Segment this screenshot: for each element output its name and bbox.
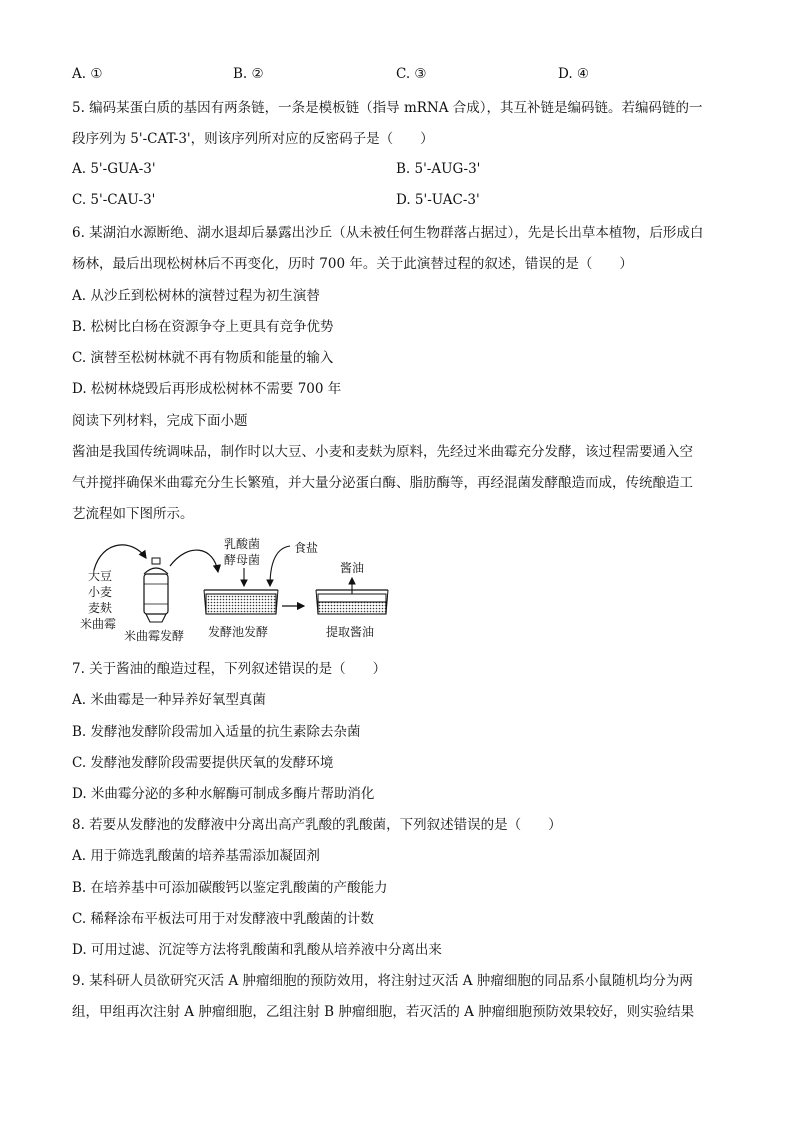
q5-stem-line2: 段序列为 5'-CAT-3'，则该序列所对应的反密码子是（ ） [72,131,434,147]
arrow-fermenter-to-pool [170,550,218,572]
microbe-label-lactic: 乳酸菌 [224,537,261,551]
material-intro: 阅读下列材料，完成下面小题 [72,413,248,429]
q5-option-b[interactable]: B. 5'-AUG-3' [396,161,481,177]
arrow-inputs-to-fermenter [94,545,146,570]
q6-option-a[interactable]: A. 从沙丘到松树林的演替过程为初生演替 [72,288,320,304]
material-para-line3: 艺流程如下图所示。 [72,506,194,522]
q9-stem-line2: 组，甲组再次注射 A 肿瘤细胞，乙组注射 B 肿瘤细胞，若灭活的 A 肿瘤细胞预防效果较好，则实验结果 [72,1004,695,1020]
step1-label: 米曲霉发酵 [124,629,185,643]
q6-option-b[interactable]: B. 松树比白杨在资源争夺上更具有竞争优势 [72,319,334,335]
q4-option-c[interactable]: C. ③ [396,66,427,82]
product-label: 酱油 [340,561,365,575]
q4-option-a[interactable]: A. ① [72,66,103,82]
q8-option-a[interactable]: A. 用于筛选乳酸菌的培养基需添加凝固剂 [72,848,320,864]
input-label-wheat: 小麦 [88,585,113,599]
q7-option-a[interactable]: A. 米曲霉是一种异养好氧型真菌 [72,692,266,708]
input-label-bran: 麦麸 [88,601,113,615]
q5-stem-line1: 5. 编码某蛋白质的基因有两条链，一条是模板链（指导 mRNA 合成），其互补链是编码链。若编码链的一 [72,100,703,116]
material-para-line2: 气并搅拌确保米曲霉充分生长繁殖，并大量分泌蛋白酶、脂肪酶等，再经混菌发酵酿造而成，传统酿造工 [72,475,693,491]
fermenter-tank-icon [144,558,168,622]
q6-stem-line1: 6. 某湖泊水源断绝、湖水退却后暴露出沙丘（从未被任何生物群落占据过），先是长出草本植物，后形成白 [72,225,704,241]
soy-sauce-process-diagram [72,532,402,644]
input-label-aspergillus: 米曲霉 [80,617,117,631]
q8-stem: 8. 若要从发酵池的发酵液中分离出高产乳酸的乳酸菌，下列叙述错误的是（ ） [72,817,562,833]
q9-stem-line1: 9. 某科研人员欲研究灭活 A 肿瘤细胞的预防效用，将注射过灭活 A 肿瘤细胞的同品系小鼠随机均分为两 [72,973,693,989]
microbe-label-yeast: 酵母菌 [224,553,261,567]
step2-label: 发酵池发酵 [208,625,269,639]
q8-option-c[interactable]: C. 稀释涂布平板法可用于对发酵液中乳酸菌的计数 [72,911,374,927]
material-para-line1: 酱油是我国传统调味品，制作时以大豆、小麦和麦麸为原料，先经过米曲霉充分发酵，该过程需要通入空 [72,444,693,460]
q4-option-d[interactable]: D. ④ [558,66,590,82]
q6-option-c[interactable]: C. 演替至松树林就不再有物质和能量的输入 [72,350,334,366]
q7-option-d[interactable]: D. 米曲霉分泌的多种水解酶可制成多酶片帮助消化 [72,786,375,802]
q7-option-c[interactable]: C. 发酵池发酵阶段需要提供厌氧的发酵环境 [72,755,334,771]
q7-stem: 7. 关于酱油的酿造过程，下列叙述错误的是（ ） [72,661,387,677]
q6-stem-line2: 杨林，最后出现松树林后不再变化，历时 700 年。关于此演替过程的叙述，错误的是（ ） [72,256,633,272]
q5-option-a[interactable]: A. 5'-GUA-3' [72,161,156,177]
salt-label: 食盐 [294,541,319,555]
q6-option-d[interactable]: D. 松树林烧毁后再形成松树林不需要 700 年 [72,381,342,397]
q5-option-d[interactable]: D. 5'-UAC-3' [396,192,480,208]
arrow-salt-down [270,546,290,586]
fermentation-pool-icon [204,590,278,614]
step3-label: 提取酱油 [326,625,375,639]
q8-option-d[interactable]: D. 可用过滤、沉淀等方法将乳酸菌和乳酸从培养液中分离出来 [72,942,442,958]
input-label-soybean: 大豆 [88,569,113,583]
q7-option-b[interactable]: B. 发酵池发酵阶段需加入适量的抗生素除去杂菌 [72,724,361,740]
q8-option-b[interactable]: B. 在培养基中可添加碳酸钙以鉴定乳酸菌的产酸能力 [72,880,388,896]
q5-option-c[interactable]: C. 5'-CAU-3' [72,192,156,208]
q4-option-b[interactable]: B. ② [233,66,264,82]
extraction-tank-icon [316,590,388,614]
